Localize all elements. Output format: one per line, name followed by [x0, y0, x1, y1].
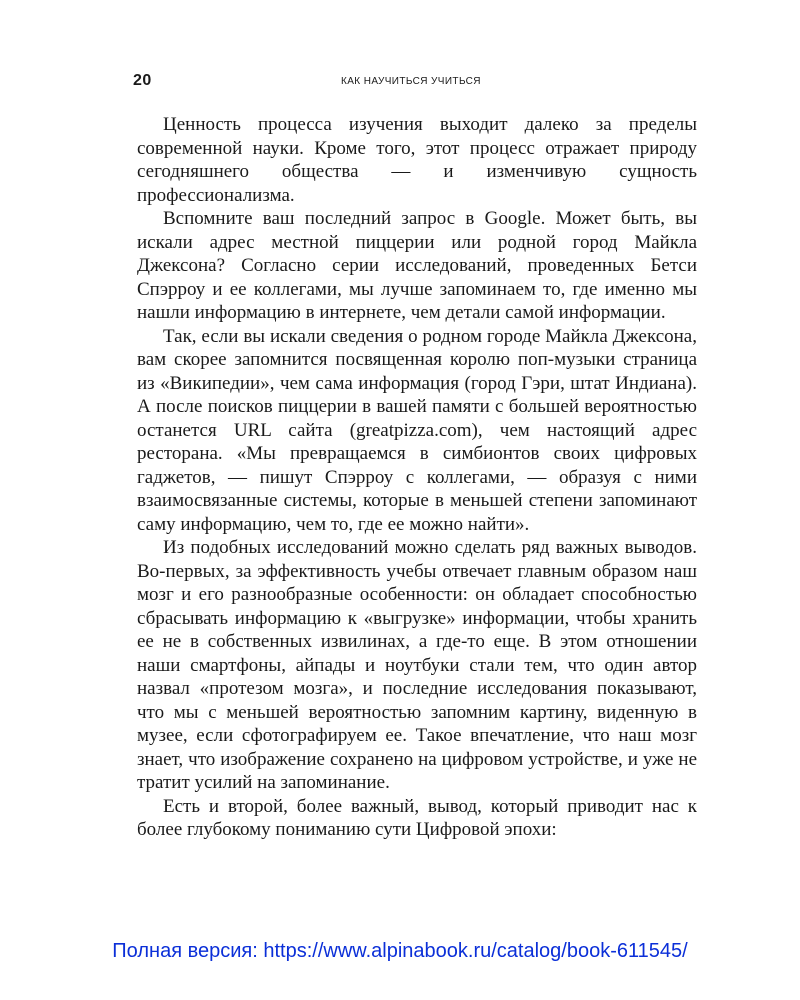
- page-number: 20: [133, 72, 152, 89]
- paragraph-5: Есть и второй, более важный, вывод, который приводит нас к более глубокому пониманию сути Цифровой эпохи:: [137, 795, 697, 840]
- book-title: КАК НАУЧИТЬСЯ УЧИТЬСЯ: [341, 76, 481, 87]
- paragraph-4: Из подобных исследований можно сделать ряд важных выводов. Во-первых, за эффективность учебы отвечает главным образом наш мозг и его разнообразные особенности: он обладает способностью сбрасывать информацию к «выгрузке» информации, чтобы хранить ее не в собственных извилинах, а где-то еще. В этом отношении наши смартфоны, айпады и ноутбуки стали тем, что один автор назвал «протезом мозга», и последние исследования показывают, что мы с меньшей вероятностью запомним картину, виденную в музее, если сфотографируем ее. Такое впечатление, что наш мозг знает, что изображение сохранено на цифровом устройстве, и уже не тратит усилий на запоминание.: [137, 537, 697, 793]
- paragraph-1: Ценность процесса изучения выходит далеко за пределы современной науки. Кроме того, этот процесс отражает природу сегодняшнего общества — и изменчивую сущность профессионализма.: [137, 114, 697, 206]
- full-version-link[interactable]: Полная версия: https://www.alpinabook.ru/catalog/book-611545/: [112, 940, 688, 962]
- running-head: [133, 72, 698, 92]
- body-text: [137, 113, 697, 842]
- paragraph-3: Так, если вы искали сведения о родном городе Майкла Джексона, вам скорее запомнится посвященная королю поп-музыки страница из «Википедии», чем сама информация (город Гэри, штат Индиана). А после поисков пиццерии в вашей памяти с большей вероятностью останется URL сайта (greatpizza.com), чем настоящий адрес ресторана. «Мы превращаемся в симбионтов своих цифровых гаджетов, — пишут Спэрроу с коллегами, — образуя с ними взаимосвязанные системы, которые в меньшей степени запоминают саму информацию, чем то, где ее можно найти».: [137, 325, 697, 535]
- paragraph-2: Вспомните ваш последний запрос в Google. Может быть, вы искали адрес местной пиццерии или родной город Майкла Джексона? Согласно серии исследований, проведенных Бетси Спэрроу и ее коллегами, мы лучше запоминаем то, где именно мы нашли информацию в интернете, чем детали самой информации.: [137, 208, 697, 323]
